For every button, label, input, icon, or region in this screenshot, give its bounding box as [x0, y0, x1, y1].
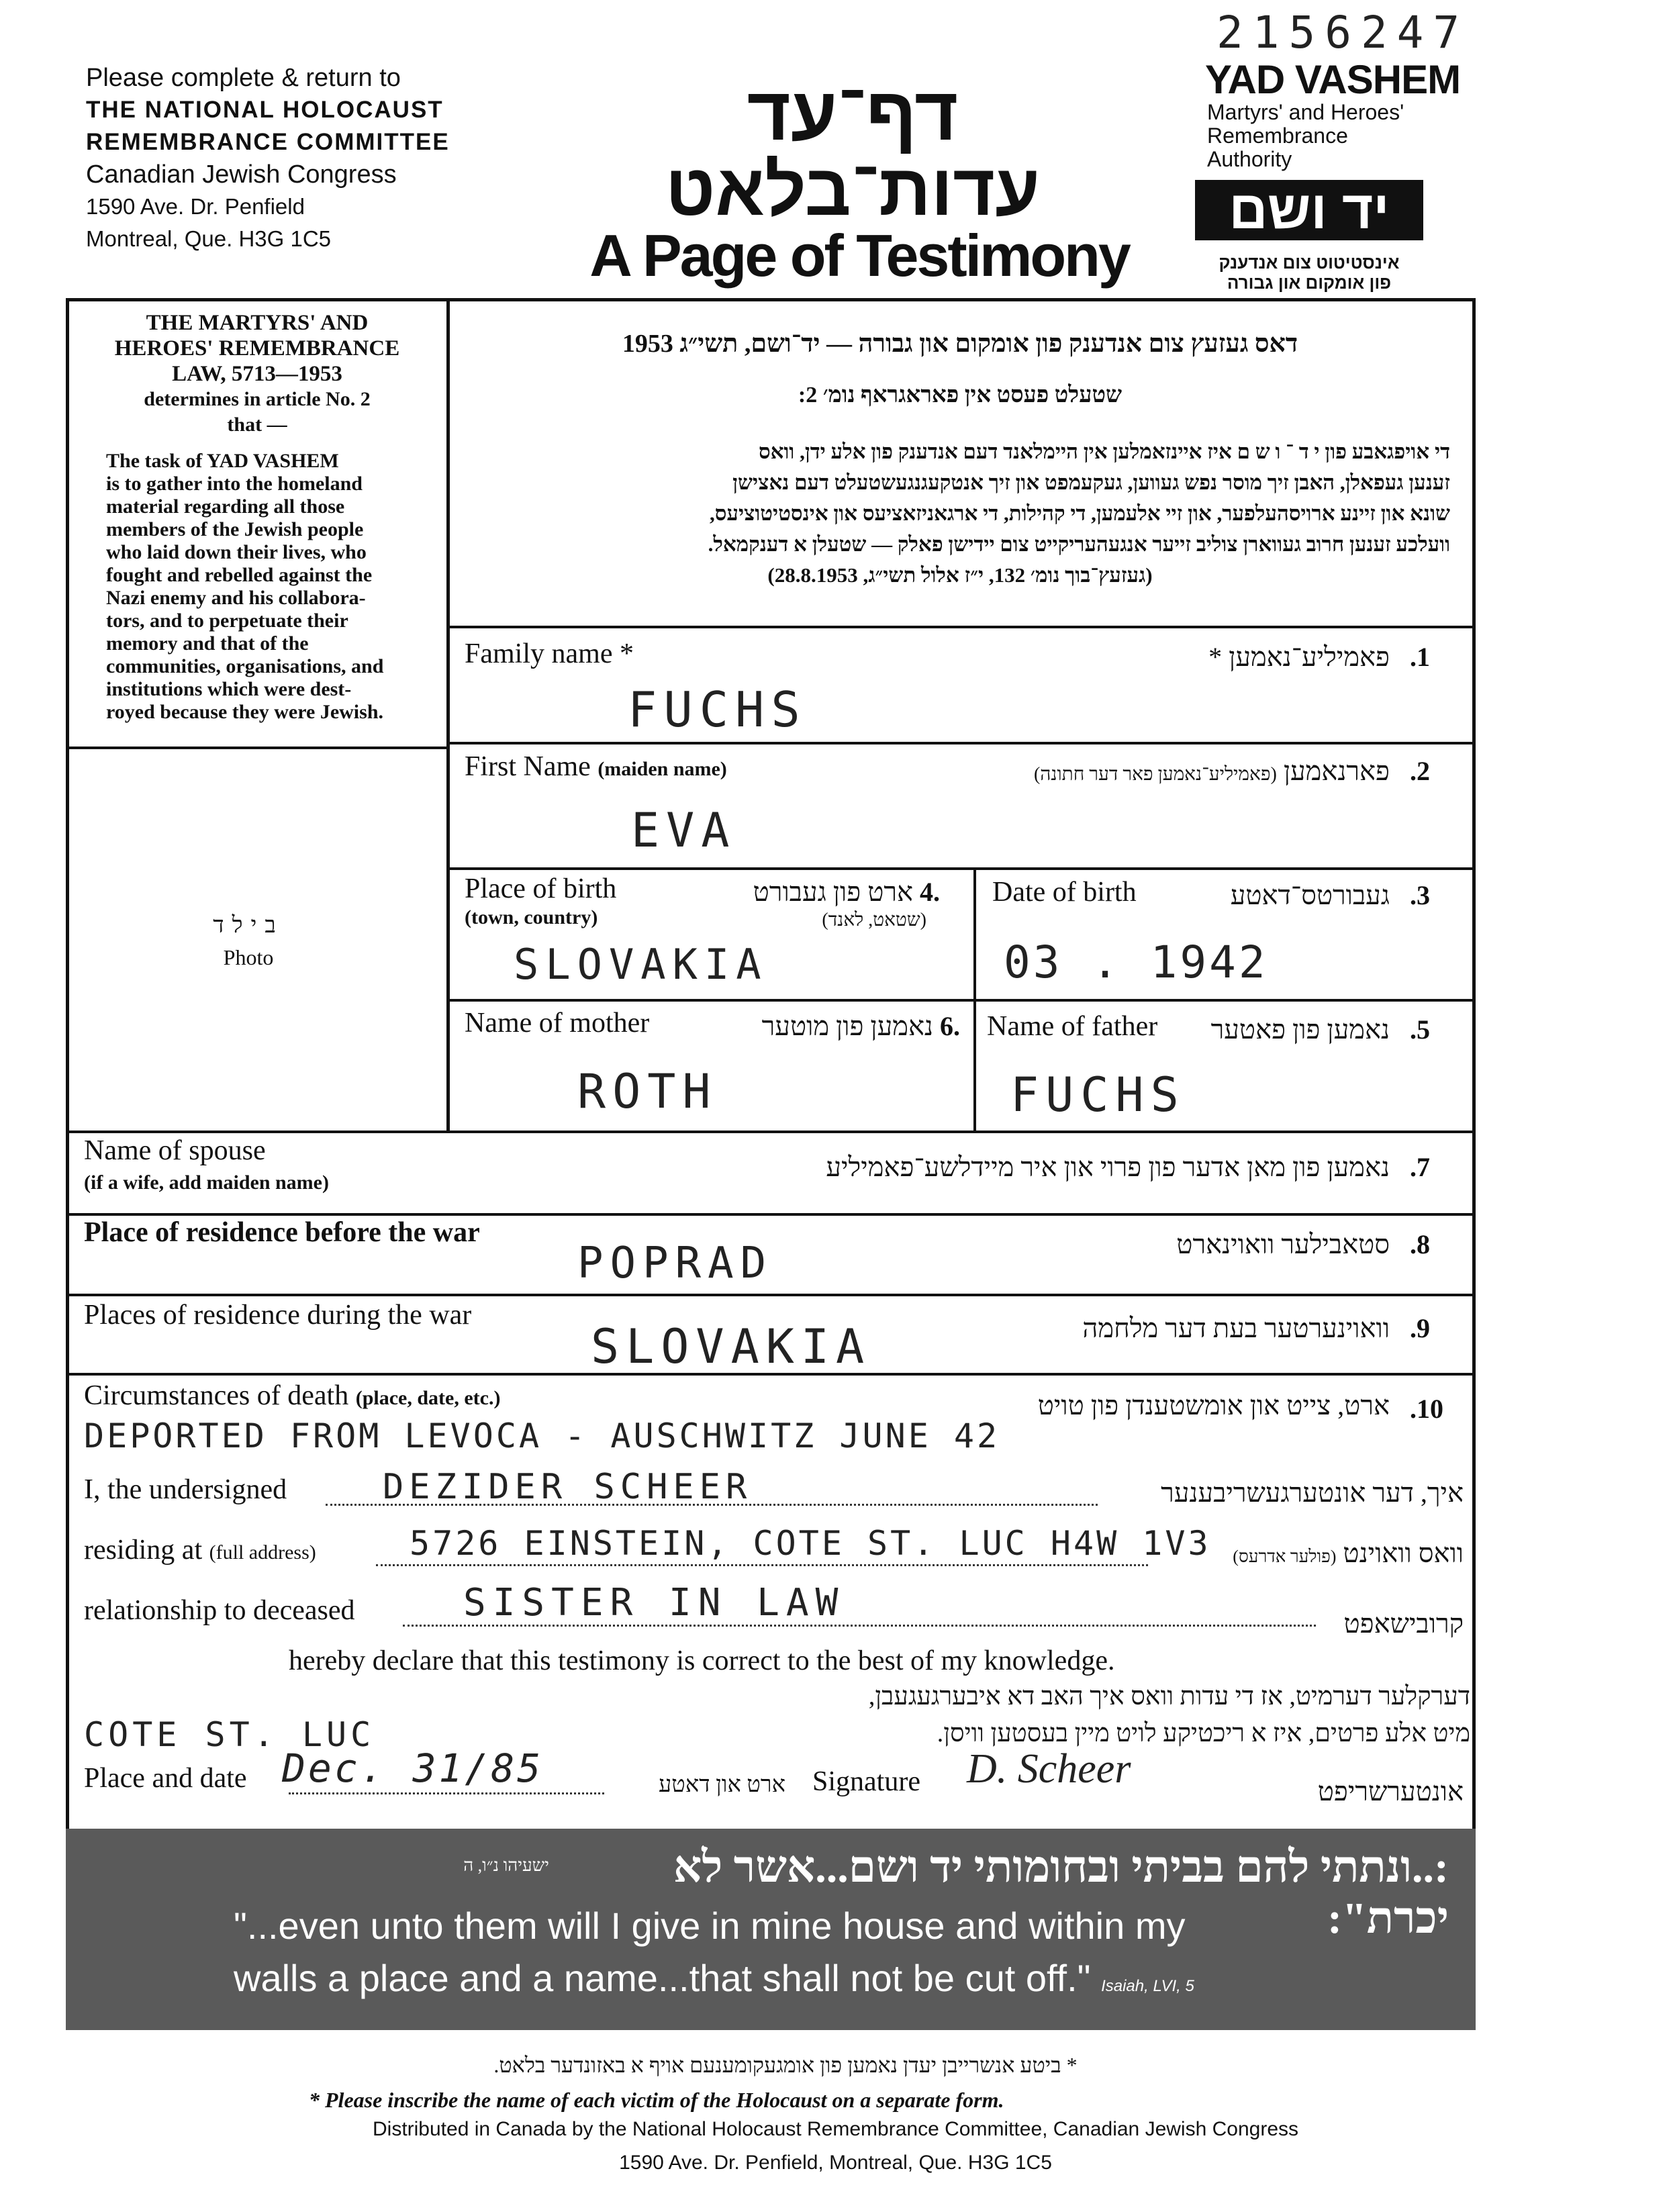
yad-vashem-logo: יד ושם	[1195, 180, 1423, 240]
law-box	[79, 310, 435, 438]
org-yiddish-line: אינסטיטוט צום אנדענק	[1219, 252, 1400, 273]
field-number: .10	[1410, 1394, 1443, 1424]
serial-number: 2156247	[1216, 7, 1470, 58]
banner-quote-text: walls a place and a name...that shall not be cut off."	[234, 1957, 1091, 1999]
residing-label-yiddish-text: וואס וואוינט	[1343, 1538, 1464, 1568]
field-number: .2	[1410, 756, 1430, 786]
place-of-birth-label-note: (town, country)	[465, 906, 598, 928]
law-body-line: royed because they were Jewish.	[106, 701, 383, 723]
date-of-birth-value: 03 . 1942	[1004, 936, 1268, 988]
mother-name-label-yiddish-number: .6	[940, 1011, 960, 1041]
place-date-line	[289, 1792, 604, 1794]
field-number: .8	[1410, 1229, 1430, 1259]
return-line: Montreal, Que. H3G 1C5	[86, 226, 331, 251]
circumstances-label-note: (place, date, etc.)	[355, 1387, 501, 1409]
place-of-birth-label: Place of birth	[465, 873, 617, 904]
relationship-label-yiddish: קרובישאפט	[1343, 1608, 1464, 1639]
banner-quote-reference: Isaiah, LVI, 5	[1101, 1977, 1194, 1995]
yiddish-law-line: שונא און זיינע ארויסהעלפער, און זיי אלעמען, די קהילות, די ארגאניזאציעס און אינסטיטוציעס,	[710, 501, 1450, 525]
return-address-block	[86, 62, 450, 255]
yiddish-law-title: דאס געזעץ צום אנדענק פון אומקום און גבורה — יד־ושם, תשי״ג 1953	[622, 330, 1298, 358]
return-line: Please complete & return to	[86, 64, 401, 92]
law-body-line: The task of YAD VASHEM	[106, 450, 339, 472]
signature-label: Signature	[812, 1766, 920, 1797]
field-number: .1	[1410, 642, 1430, 672]
residence-before-label: Place of residence before the war	[84, 1217, 480, 1248]
field-number: .7	[1410, 1152, 1430, 1182]
residence-during-label-yiddish: וואוינערטער בעת דער מלחמה	[1082, 1313, 1390, 1343]
mother-name-value: ROTH	[577, 1064, 718, 1119]
father-name-label: Name of father	[987, 1011, 1158, 1042]
law-body-line: who laid down their lives, who	[106, 541, 367, 563]
return-line: REMEMBRANCE COMMITTEE	[86, 129, 450, 155]
first-name-label	[465, 751, 727, 783]
place-date-label-yiddish: ארט און דאטע	[659, 1772, 785, 1797]
residence-before-label-yiddish: סטאבילער וואוינארט	[1176, 1229, 1390, 1259]
residing-line	[376, 1564, 1148, 1566]
banner-hebrew-reference: ישעיהו נ״ו, ה	[463, 1856, 549, 1875]
declaration-yiddish-2: מיט אלע פרטים, איז א ריכטיקע לויט מיין בעסטען וויסן.	[937, 1719, 1470, 1747]
banner-hebrew: :..ונתתי להם בביתי ובחומותי יד ושם...אשר לא יכרת":	[673, 1843, 1449, 1943]
org-subtitle	[1207, 101, 1404, 171]
signature: D. Scheer	[967, 1746, 1131, 1792]
footer-yiddish-note: * ביטע אנשרייבן יעדן נאמען פון אומגעקומענעם אויף א באזונדער בלאט.	[493, 2053, 1078, 2077]
title-hebrew-1: דף־עד	[747, 72, 959, 156]
footer-note: * Please inscribe the name of each victim of the Holocaust on a separate form.	[309, 2088, 1004, 2112]
signature-label-yiddish: אונטערשריפט	[1317, 1776, 1464, 1807]
org-sub-line: Authority	[1207, 147, 1292, 171]
page-title: A Page of Testimony	[589, 222, 1129, 289]
quote-banner	[66, 1829, 1476, 2030]
org-yiddish-line: פון אומקום און גבורה	[1227, 273, 1392, 293]
first-name-label-yiddish-text: פארנאמען	[1283, 756, 1390, 786]
row-divider	[66, 1294, 1476, 1296]
banner-quote-line-1: "...even unto them will I give in mine house and within my	[234, 1905, 1186, 1947]
org-sub-line: Martyrs' and Heroes'	[1207, 100, 1404, 124]
circumstances-label	[84, 1380, 500, 1412]
first-name-label-yiddish	[873, 755, 1390, 787]
law-body-line: Nazi enemy and his collabora-	[106, 587, 366, 609]
form-border-top	[66, 298, 1476, 301]
residing-label-note: (full address)	[209, 1541, 316, 1564]
first-name-label-text: First Name	[465, 751, 591, 782]
yiddish-law-body	[470, 436, 1450, 591]
first-name-label-note: (maiden name)	[598, 758, 727, 780]
field-number: .5	[1410, 1014, 1430, 1045]
declaration-yiddish-1: דערקלער דערמיט, אז די עדות וואס איך האב דא איבערגעגעבן,	[868, 1682, 1470, 1711]
form-border-left	[66, 298, 69, 1133]
relationship-value: SISTER IN LAW	[463, 1581, 845, 1625]
first-name-value: EVA	[631, 803, 736, 858]
relationship-label: relationship to deceased	[84, 1595, 355, 1626]
photo-label: Photo	[223, 945, 274, 969]
place-of-birth-label-yiddish	[671, 876, 940, 908]
yiddish-law-subtitle: שטעלט פעסט אין פאראגראף נומ׳ 2:	[798, 383, 1123, 407]
residing-value: 5726 EINSTEIN, COTE ST. LUC H4W 1V3	[410, 1524, 1211, 1563]
family-name-value: FUCHS	[628, 681, 807, 738]
father-name-value: FUCHS	[1010, 1067, 1186, 1122]
law-column-divider	[446, 298, 450, 1133]
law-body-line: institutions which were dest-	[106, 678, 352, 700]
date-value: Dec. 31/85	[282, 1745, 544, 1791]
date-of-birth-label: Date of birth	[992, 877, 1137, 908]
law-title: HEROES' REMEMBRANCE	[114, 336, 400, 360]
form-border-right	[1472, 298, 1476, 1829]
row-divider	[66, 1213, 1476, 1216]
spouse-label-note: (if a wife, add maiden name)	[84, 1171, 329, 1194]
mother-name-label-yiddish-text: נאמען פון מוטער	[761, 1011, 933, 1041]
date-of-birth-label-yiddish: געבורטס־דאטע	[1230, 880, 1390, 910]
law-body-line: fought and rebelled against the	[106, 564, 373, 586]
law-body-line: is to gather into the homeland	[106, 473, 363, 495]
yiddish-law-line: וועלכע זענען חרוב געווארן צוליב זייער אנגעהעריקייט צום יידישן פאלק — שטעלן א דענקמאל.	[708, 532, 1450, 556]
family-name-label-yiddish: פאמיליע־נאמען *	[1208, 642, 1390, 672]
residing-label-text: residing at	[84, 1535, 203, 1566]
law-body	[106, 450, 435, 724]
row-divider	[446, 867, 1476, 870]
declaration-text: hereby declare that this testimony is correct to the best of my knowledge.	[289, 1645, 1115, 1676]
circumstances-value: DEPORTED FROM LEVOCA - AUSCHWITZ JUNE 42	[84, 1416, 1000, 1455]
father-name-label-yiddish: נאמען פון פאטער	[1210, 1014, 1390, 1045]
field-number: .9	[1410, 1313, 1430, 1343]
yiddish-law-line: זענען געפאלן, האבן זיך מוסר נפש געווען, געקעמפט און זיך אנטקעגנגעשטעלט דעם נאצישן	[732, 471, 1450, 494]
law-article: determines in article No. 2	[144, 388, 371, 410]
field-number: .3	[1410, 880, 1430, 910]
relationship-line	[403, 1625, 1316, 1627]
row-divider	[446, 999, 1476, 1002]
circumstances-label-text: Circumstances of death	[84, 1380, 349, 1411]
law-body-line: memory and that of the	[106, 632, 309, 655]
residing-label	[84, 1534, 316, 1566]
row-divider	[66, 1131, 1476, 1133]
banner-quote-line-2	[234, 1956, 1194, 2000]
footer-distributed: Distributed in Canada by the National Holocaust Remembrance Committee, Canadian Jewish Congress	[372, 2118, 1299, 2140]
circumstances-label-yiddish: ארט, צייט און אומשטענדן פון טויט	[1037, 1390, 1390, 1421]
family-name-label: Family name *	[465, 638, 634, 669]
spouse-label-yiddish: נאמען פון מאן אדער פון פרוי און איר מיידלשע־פאמיליע	[826, 1152, 1390, 1182]
undersigned-label: I, the undersigned	[84, 1474, 287, 1505]
residing-label-yiddish-note: (פולער אדרעס)	[1233, 1547, 1337, 1566]
return-line: Canadian Jewish Congress	[86, 160, 397, 189]
place-of-birth-label-yiddish-text: ארט פון געבורט	[753, 877, 913, 907]
org-sub-line: Remembrance	[1207, 124, 1348, 148]
row-divider	[446, 742, 1476, 744]
first-name-label-yiddish-note: (פאמיליע־נאמען פאר דער חתונה)	[1033, 764, 1277, 785]
form-border-left-lower	[66, 1131, 69, 1829]
row-divider	[446, 626, 1476, 628]
mother-name-label-yiddish	[678, 1010, 960, 1042]
spouse-label: Name of spouse	[84, 1135, 266, 1166]
return-line: 1590 Ave. Dr. Penfield	[86, 194, 305, 219]
place-of-birth-value: SLOVAKIA	[514, 940, 768, 989]
law-title: THE MARTYRS' AND	[146, 311, 369, 335]
residence-before-value: POPRAD	[577, 1239, 773, 1288]
law-body-line: material regarding all those	[106, 495, 345, 518]
place-of-birth-label-yiddish-number: .4	[920, 877, 940, 907]
residence-during-label: Places of residence during the war	[84, 1300, 472, 1331]
org-name: YAD VASHEM	[1205, 57, 1461, 102]
residence-during-value: SLOVAKIA	[591, 1319, 871, 1374]
law-body-line: members of the Jewish people	[106, 518, 364, 540]
residing-label-yiddish	[1155, 1537, 1464, 1569]
place-value: COTE ST. LUC	[84, 1715, 375, 1754]
law-title: LAW, 5713—1953	[172, 362, 342, 386]
yiddish-law-line: די אויפגאבע פון י ד ־ ו ש ם איז איינזאמלען אין היימלאנד דעם אנדענק פון אלע ידן, וואס	[758, 440, 1450, 463]
return-line: THE NATIONAL HOLOCAUST	[86, 97, 444, 123]
org-yiddish	[1195, 252, 1423, 293]
mother-name-label: Name of mother	[465, 1008, 650, 1039]
law-body-line: tors, and to perpetuate their	[106, 610, 348, 632]
undersigned-label-yiddish: איך, דער אונטערגעשריבענער	[1161, 1478, 1464, 1508]
undersigned-value: DEZIDER SCHEER	[383, 1467, 753, 1507]
place-of-birth-label-yiddish-note: (שטאט, לאנד)	[822, 910, 926, 930]
footer-address: 1590 Ave. Dr. Penfield, Montreal, Que. H3G 1C5	[619, 2152, 1052, 2174]
law-box-divider	[66, 747, 450, 749]
photo-label-hebrew: בילד	[213, 913, 284, 938]
yiddish-law-line: (געזעץ־בוך נומ׳ 132, י״ז אלול תשי״ג, 28.8.1953)	[767, 563, 1153, 587]
law-body-line: communities, organisations, and	[106, 655, 384, 677]
place-date-label: Place and date	[84, 1763, 247, 1794]
title-hebrew-2: עדות־בלאט	[665, 149, 1040, 230]
law-that: that —	[227, 414, 287, 436]
